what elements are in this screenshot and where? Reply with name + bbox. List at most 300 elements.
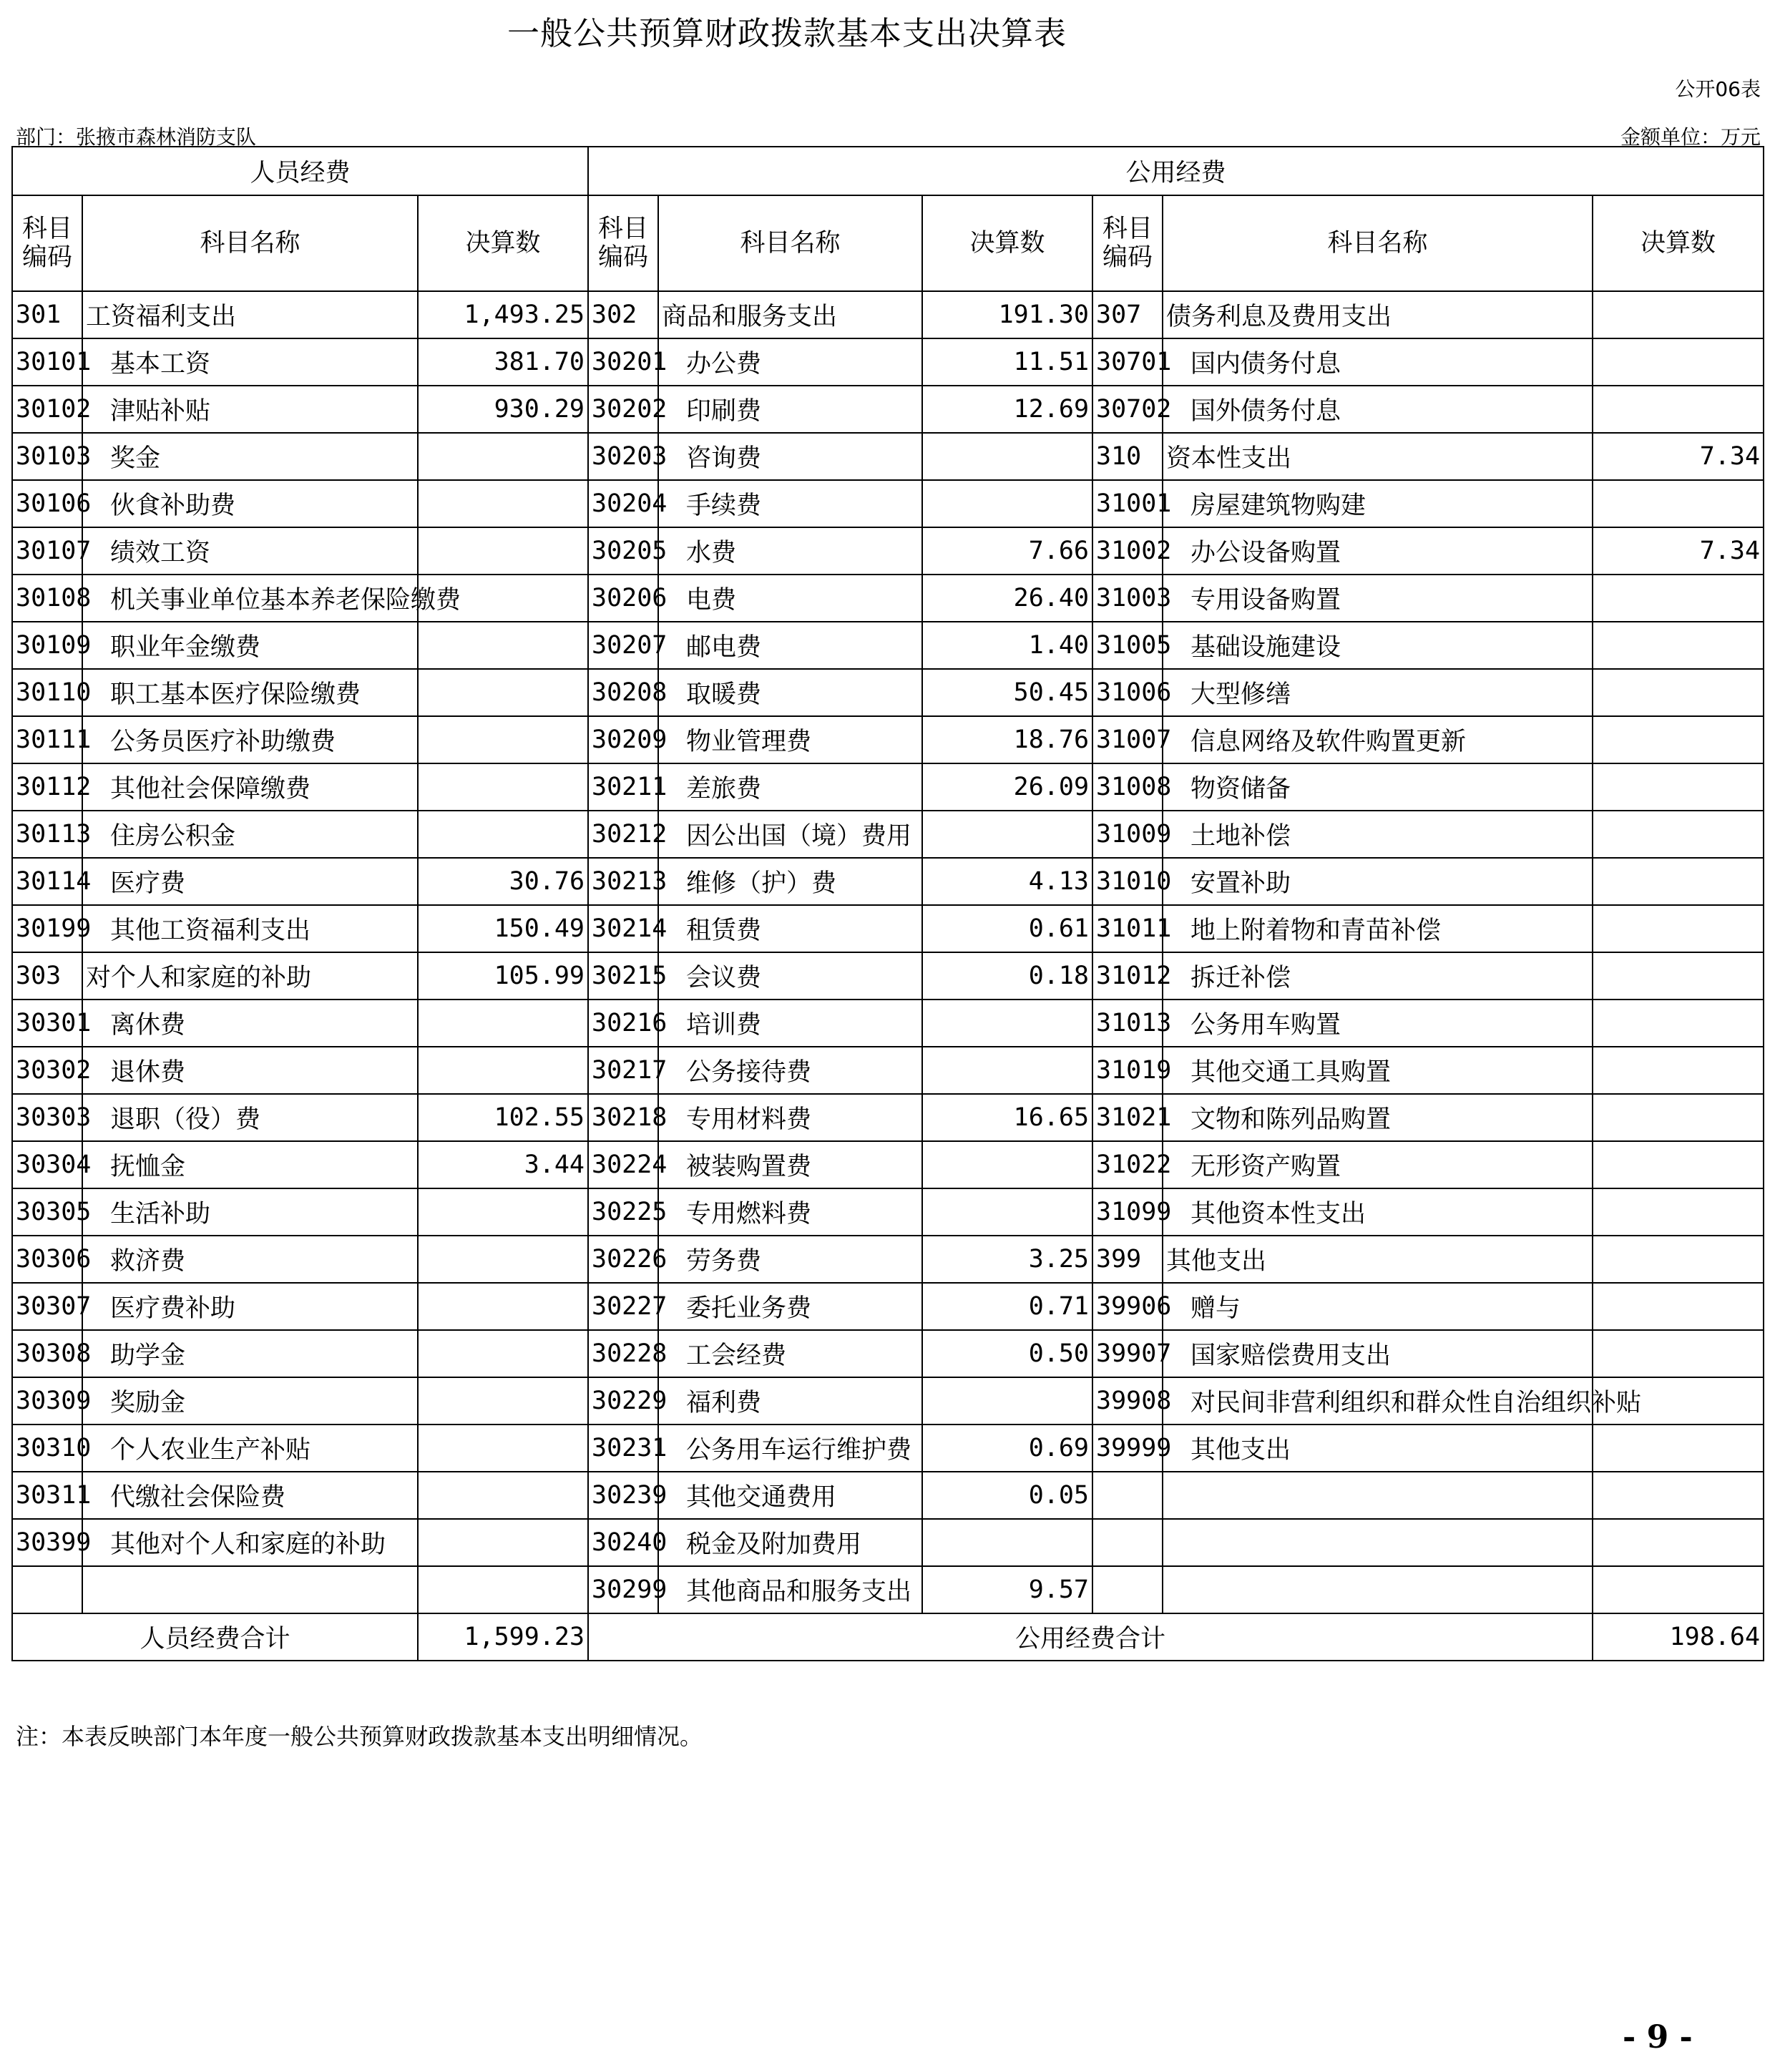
subject-amount — [922, 1519, 1092, 1566]
subject-code: 30228 — [588, 1330, 658, 1377]
subject-name: 咨询费 — [658, 433, 922, 480]
subject-name: 文物和陈列品购置 — [1163, 1094, 1593, 1141]
subject-name: 奖金 — [82, 433, 418, 480]
form-number: 公开06表 — [1675, 77, 1761, 101]
code-header: 科目编码 — [588, 195, 658, 291]
subject-code: 39906 — [1092, 1283, 1163, 1330]
subject-code — [1092, 1519, 1163, 1566]
subject-amount — [418, 1047, 588, 1094]
subject-name: 抚恤金 — [82, 1141, 418, 1188]
subject-name: 对民间非营利组织和群众性自治组织补贴 — [1163, 1377, 1593, 1424]
subject-amount — [1593, 669, 1764, 716]
subject-code: 39908 — [1092, 1377, 1163, 1424]
page-number: - 9 - — [1623, 2019, 1693, 2056]
subject-code: 30215 — [588, 952, 658, 1000]
subject-amount — [922, 1047, 1092, 1094]
subject-name: 其他社会保障缴费 — [82, 763, 418, 811]
subject-amount — [1593, 952, 1764, 1000]
subject-code: 30307 — [12, 1283, 82, 1330]
subject-code: 30309 — [12, 1377, 82, 1424]
subject-code: 30302 — [12, 1047, 82, 1094]
code-header: 科目编码 — [1092, 195, 1163, 291]
subject-name: 委托业务费 — [658, 1283, 922, 1330]
subject-amount — [418, 1000, 588, 1047]
subject-name: 助学金 — [82, 1330, 418, 1377]
subject-amount — [1593, 386, 1764, 433]
table-row — [12, 622, 1764, 669]
subject-name: 公务用车运行维护费 — [658, 1424, 922, 1472]
subject-code: 31007 — [1092, 716, 1163, 763]
subject-amount: 105.99 — [418, 952, 588, 1000]
subject-amount — [1593, 905, 1764, 952]
table-row — [12, 338, 1764, 386]
subject-code: 30308 — [12, 1330, 82, 1377]
subject-name: 其他交通费用 — [658, 1472, 922, 1519]
table-row — [12, 1283, 1764, 1330]
subject-amount — [418, 1188, 588, 1236]
subject-amount — [1593, 1566, 1764, 1613]
subject-code: 30310 — [12, 1424, 82, 1472]
subject-name: 救济费 — [82, 1236, 418, 1283]
table-row — [12, 1141, 1764, 1188]
subject-code: 303 — [12, 952, 82, 1000]
table-note: 注：本表反映部门本年度一般公共预算财政拨款基本支出明细情况。 — [16, 1723, 703, 1750]
subject-code: 30212 — [588, 811, 658, 858]
subject-name: 无形资产购置 — [1163, 1141, 1593, 1188]
subject-code: 30206 — [588, 575, 658, 622]
subject-name: 奖励金 — [82, 1377, 418, 1424]
subject-code: 31013 — [1092, 1000, 1163, 1047]
subject-name: 专用燃料费 — [658, 1188, 922, 1236]
subject-amount: 0.05 — [922, 1472, 1092, 1519]
subject-code: 30103 — [12, 433, 82, 480]
subject-amount: 150.49 — [418, 905, 588, 952]
subject-name: 物资储备 — [1163, 763, 1593, 811]
subject-name: 绩效工资 — [82, 527, 418, 575]
subject-code: 30702 — [1092, 386, 1163, 433]
subject-code: 30110 — [12, 669, 82, 716]
subject-amount — [1593, 291, 1764, 338]
subject-amount: 191.30 — [922, 291, 1092, 338]
table-row — [12, 1424, 1764, 1472]
subject-amount: 7.66 — [922, 527, 1092, 575]
subject-amount: 26.09 — [922, 763, 1092, 811]
subject-amount — [418, 763, 588, 811]
subject-code: 307 — [1092, 291, 1163, 338]
subject-name: 被装购置费 — [658, 1141, 922, 1188]
subject-name: 办公费 — [658, 338, 922, 386]
table-row — [12, 1236, 1764, 1283]
subject-name: 国家赔偿费用支出 — [1163, 1330, 1593, 1377]
subject-amount — [418, 433, 588, 480]
subject-code: 30311 — [12, 1472, 82, 1519]
subject-name: 大型修缮 — [1163, 669, 1593, 716]
amount-header: 决算数 — [922, 195, 1092, 291]
subject-amount — [922, 1141, 1092, 1188]
subject-name: 其他交通工具购置 — [1163, 1047, 1593, 1094]
subject-code: 30113 — [12, 811, 82, 858]
amount-header: 决算数 — [1593, 195, 1764, 291]
table-row — [12, 1000, 1764, 1047]
subject-name: 商品和服务支出 — [658, 291, 922, 338]
subject-amount — [1593, 575, 1764, 622]
subject-code: 30301 — [12, 1000, 82, 1047]
subject-name: 代缴社会保险费 — [82, 1472, 418, 1519]
subject-code: 30204 — [588, 480, 658, 527]
personnel-total-value: 1,599.23 — [418, 1613, 588, 1661]
subject-code: 310 — [1092, 433, 1163, 480]
subject-name: 资本性支出 — [1163, 433, 1593, 480]
subject-code: 30224 — [588, 1141, 658, 1188]
table-row — [12, 527, 1764, 575]
subject-code: 31099 — [1092, 1188, 1163, 1236]
subject-amount: 3.25 — [922, 1236, 1092, 1283]
subject-code: 30109 — [12, 622, 82, 669]
subject-name: 医疗费 — [82, 858, 418, 905]
unit-label: 金额单位：万元 — [1620, 125, 1761, 149]
subject-amount — [922, 1000, 1092, 1047]
subject-amount — [418, 1330, 588, 1377]
subject-amount — [418, 1424, 588, 1472]
subject-code: 30205 — [588, 527, 658, 575]
subject-code: 31010 — [1092, 858, 1163, 905]
subject-name: 对个人和家庭的补助 — [82, 952, 418, 1000]
subject-name — [1163, 1566, 1593, 1613]
subject-name: 津贴补贴 — [82, 386, 418, 433]
subject-amount — [418, 1377, 588, 1424]
table-row — [12, 433, 1764, 480]
subject-code: 30211 — [588, 763, 658, 811]
subject-code: 30240 — [588, 1519, 658, 1566]
subject-name: 其他商品和服务支出 — [658, 1566, 922, 1613]
amount-header: 决算数 — [418, 195, 588, 291]
subject-code — [1092, 1566, 1163, 1613]
subject-name: 取暖费 — [658, 669, 922, 716]
table-row — [12, 1472, 1764, 1519]
subject-name: 因公出国（境）费用 — [658, 811, 922, 858]
public-total-value: 198.64 — [1593, 1613, 1764, 1661]
subject-name: 公务员医疗补助缴费 — [82, 716, 418, 763]
subject-name: 租赁费 — [658, 905, 922, 952]
subject-amount — [922, 480, 1092, 527]
subject-code: 30299 — [588, 1566, 658, 1613]
table-row — [12, 905, 1764, 952]
subject-name: 印刷费 — [658, 386, 922, 433]
subject-amount: 18.76 — [922, 716, 1092, 763]
subject-code: 39999 — [1092, 1424, 1163, 1472]
subject-amount — [922, 433, 1092, 480]
subject-name: 差旅费 — [658, 763, 922, 811]
subject-name: 电费 — [658, 575, 922, 622]
subject-amount — [1593, 763, 1764, 811]
subject-code: 31003 — [1092, 575, 1163, 622]
subject-code: 30214 — [588, 905, 658, 952]
subject-code: 31009 — [1092, 811, 1163, 858]
subject-amount — [922, 1377, 1092, 1424]
subject-amount — [1593, 1000, 1764, 1047]
subject-code: 30114 — [12, 858, 82, 905]
subject-amount: 102.55 — [418, 1094, 588, 1141]
subject-code: 30304 — [12, 1141, 82, 1188]
subject-name: 土地补偿 — [1163, 811, 1593, 858]
subject-code: 30102 — [12, 386, 82, 433]
subject-name: 专用材料费 — [658, 1094, 922, 1141]
table-row — [12, 291, 1764, 338]
subject-code — [12, 1566, 82, 1613]
subject-name: 信息网络及软件购置更新 — [1163, 716, 1593, 763]
table-row — [12, 716, 1764, 763]
subject-name: 公务用车购置 — [1163, 1000, 1593, 1047]
subject-name: 其他支出 — [1163, 1424, 1593, 1472]
expenditure-table — [11, 146, 1764, 1661]
subject-name — [1163, 1472, 1593, 1519]
subject-code: 399 — [1092, 1236, 1163, 1283]
subject-name: 其他支出 — [1163, 1236, 1593, 1283]
subject-amount — [1593, 858, 1764, 905]
subject-amount: 12.69 — [922, 386, 1092, 433]
subject-name: 退休费 — [82, 1047, 418, 1094]
subject-code: 31022 — [1092, 1141, 1163, 1188]
subject-code: 31002 — [1092, 527, 1163, 575]
subject-name: 房屋建筑物购建 — [1163, 480, 1593, 527]
subject-code: 30239 — [588, 1472, 658, 1519]
subject-code: 30101 — [12, 338, 82, 386]
subject-name: 国内债务付息 — [1163, 338, 1593, 386]
subject-name: 基本工资 — [82, 338, 418, 386]
table-row — [12, 952, 1764, 1000]
subject-amount — [1593, 1424, 1764, 1472]
subject-name — [1163, 1519, 1593, 1566]
subject-name: 个人农业生产补贴 — [82, 1424, 418, 1472]
subject-code — [1092, 1472, 1163, 1519]
subject-name: 水费 — [658, 527, 922, 575]
table-row — [12, 386, 1764, 433]
subject-code: 31006 — [1092, 669, 1163, 716]
subject-amount — [1593, 1047, 1764, 1094]
table-row — [12, 480, 1764, 527]
subject-amount — [418, 527, 588, 575]
subject-name: 其他对个人和家庭的补助 — [82, 1519, 418, 1566]
subject-code: 31005 — [1092, 622, 1163, 669]
subject-name: 生活补助 — [82, 1188, 418, 1236]
subject-amount: 0.69 — [922, 1424, 1092, 1472]
subject-amount — [1593, 1472, 1764, 1519]
subject-amount — [418, 669, 588, 716]
table-row — [12, 669, 1764, 716]
table-row — [12, 1566, 1764, 1613]
subject-code: 30227 — [588, 1283, 658, 1330]
subject-name: 拆迁补偿 — [1163, 952, 1593, 1000]
subject-amount: 26.40 — [922, 575, 1092, 622]
subject-code: 30111 — [12, 716, 82, 763]
subject-name: 工资福利支出 — [82, 291, 418, 338]
subject-code: 31012 — [1092, 952, 1163, 1000]
subject-code: 30112 — [12, 763, 82, 811]
table-row — [12, 1330, 1764, 1377]
subject-name: 其他资本性支出 — [1163, 1188, 1593, 1236]
subject-name: 债务利息及费用支出 — [1163, 291, 1593, 338]
subject-amount: 3.44 — [418, 1141, 588, 1188]
subject-amount: 1.40 — [922, 622, 1092, 669]
table-row — [12, 575, 1764, 622]
subject-name: 安置补助 — [1163, 858, 1593, 905]
subject-name: 住房公积金 — [82, 811, 418, 858]
subject-code: 301 — [12, 291, 82, 338]
subject-amount: 7.34 — [1593, 433, 1764, 480]
name-header: 科目名称 — [1163, 195, 1593, 291]
subject-code: 30229 — [588, 1377, 658, 1424]
subject-name: 专用设备购置 — [1163, 575, 1593, 622]
subject-amount: 30.76 — [418, 858, 588, 905]
subject-name: 机关事业单位基本养老保险缴费 — [82, 575, 418, 622]
subject-code: 30209 — [588, 716, 658, 763]
subject-amount: 0.18 — [922, 952, 1092, 1000]
subject-name: 赠与 — [1163, 1283, 1593, 1330]
subject-name: 基础设施建设 — [1163, 622, 1593, 669]
subject-code: 30203 — [588, 433, 658, 480]
subject-amount: 4.13 — [922, 858, 1092, 905]
subject-code: 30213 — [588, 858, 658, 905]
subject-amount — [418, 1472, 588, 1519]
table-row — [12, 763, 1764, 811]
subject-amount — [418, 1566, 588, 1613]
table-row — [12, 1188, 1764, 1236]
subject-amount — [1593, 338, 1764, 386]
subject-name: 伙食补助费 — [82, 480, 418, 527]
subject-amount — [1593, 1519, 1764, 1566]
subject-name: 公务接待费 — [658, 1047, 922, 1094]
table-row — [12, 811, 1764, 858]
subject-amount — [1593, 1330, 1764, 1377]
subject-code: 31021 — [1092, 1094, 1163, 1141]
subject-amount: 381.70 — [418, 338, 588, 386]
subject-code: 30303 — [12, 1094, 82, 1141]
subject-amount — [1593, 480, 1764, 527]
subject-amount: 9.57 — [922, 1566, 1092, 1613]
subject-name: 医疗费补助 — [82, 1283, 418, 1330]
subject-amount: 0.50 — [922, 1330, 1092, 1377]
subject-code: 30202 — [588, 386, 658, 433]
subject-code: 30218 — [588, 1094, 658, 1141]
subject-amount — [1593, 622, 1764, 669]
subject-name: 离休费 — [82, 1000, 418, 1047]
subject-amount — [418, 1236, 588, 1283]
subject-code: 31019 — [1092, 1047, 1163, 1094]
subject-name: 税金及附加费用 — [658, 1519, 922, 1566]
subject-code: 30201 — [588, 338, 658, 386]
subject-name: 会议费 — [658, 952, 922, 1000]
subject-code: 30306 — [12, 1236, 82, 1283]
subject-amount — [418, 1519, 588, 1566]
page-title: 一般公共预算财政拨款基本支出决算表 — [507, 14, 1067, 52]
subject-code: 30216 — [588, 1000, 658, 1047]
subject-name — [82, 1566, 418, 1613]
subject-code: 30305 — [12, 1188, 82, 1236]
subject-name: 手续费 — [658, 480, 922, 527]
subject-name: 地上附着物和青苗补偿 — [1163, 905, 1593, 952]
personnel-total-label: 人员经费合计 — [12, 1613, 418, 1661]
subject-code: 30207 — [588, 622, 658, 669]
subject-code: 30208 — [588, 669, 658, 716]
subject-name: 培训费 — [658, 1000, 922, 1047]
subject-amount — [1593, 1094, 1764, 1141]
subject-amount: 930.29 — [418, 386, 588, 433]
subject-amount — [1593, 811, 1764, 858]
subject-amount — [922, 1188, 1092, 1236]
subject-name: 其他工资福利支出 — [82, 905, 418, 952]
subject-amount: 11.51 — [922, 338, 1092, 386]
subject-code: 30701 — [1092, 338, 1163, 386]
subject-code: 31001 — [1092, 480, 1163, 527]
subject-amount — [418, 1283, 588, 1330]
name-header: 科目名称 — [658, 195, 922, 291]
subject-amount: 16.65 — [922, 1094, 1092, 1141]
subject-amount — [1593, 1188, 1764, 1236]
subject-amount — [1593, 1141, 1764, 1188]
public-header: 公用经费 — [588, 147, 1764, 195]
table-row — [12, 858, 1764, 905]
subject-code: 30225 — [588, 1188, 658, 1236]
department-label: 部门：张掖市森林消防支队 — [16, 125, 257, 149]
subject-code: 30199 — [12, 905, 82, 952]
subject-amount — [1593, 1283, 1764, 1330]
subject-code: 31011 — [1092, 905, 1163, 952]
subject-amount — [1593, 716, 1764, 763]
subject-code: 30217 — [588, 1047, 658, 1094]
subject-amount — [418, 480, 588, 527]
subject-amount: 50.45 — [922, 669, 1092, 716]
subject-code: 30399 — [12, 1519, 82, 1566]
subject-name: 物业管理费 — [658, 716, 922, 763]
subject-amount: 0.61 — [922, 905, 1092, 952]
subject-name: 办公设备购置 — [1163, 527, 1593, 575]
subject-name: 邮电费 — [658, 622, 922, 669]
subject-amount — [1593, 1236, 1764, 1283]
subject-code: 39907 — [1092, 1330, 1163, 1377]
subject-code: 302 — [588, 291, 658, 338]
subject-amount — [418, 811, 588, 858]
subject-name: 劳务费 — [658, 1236, 922, 1283]
public-total-label: 公用经费合计 — [588, 1613, 1593, 1661]
subject-amount: 0.71 — [922, 1283, 1092, 1330]
code-header: 科目编码 — [12, 195, 82, 291]
subject-amount: 7.34 — [1593, 527, 1764, 575]
subject-amount: 1,493.25 — [418, 291, 588, 338]
table-row — [12, 1047, 1764, 1094]
personnel-header: 人员经费 — [12, 147, 588, 195]
subject-code: 30108 — [12, 575, 82, 622]
subject-code: 30106 — [12, 480, 82, 527]
name-header: 科目名称 — [82, 195, 418, 291]
subject-code: 30107 — [12, 527, 82, 575]
subject-amount — [418, 622, 588, 669]
subject-name: 工会经费 — [658, 1330, 922, 1377]
subject-name: 福利费 — [658, 1377, 922, 1424]
subject-amount — [922, 811, 1092, 858]
subject-name: 退职（役）费 — [82, 1094, 418, 1141]
subject-code: 30231 — [588, 1424, 658, 1472]
table-row — [12, 1377, 1764, 1424]
subject-amount — [418, 716, 588, 763]
subject-name: 职业年金缴费 — [82, 622, 418, 669]
table-row — [12, 1519, 1764, 1566]
subject-code: 31008 — [1092, 763, 1163, 811]
subject-name: 职工基本医疗保险缴费 — [82, 669, 418, 716]
table-row — [12, 1094, 1764, 1141]
subject-code: 30226 — [588, 1236, 658, 1283]
subject-name: 维修（护）费 — [658, 858, 922, 905]
subject-name: 国外债务付息 — [1163, 386, 1593, 433]
